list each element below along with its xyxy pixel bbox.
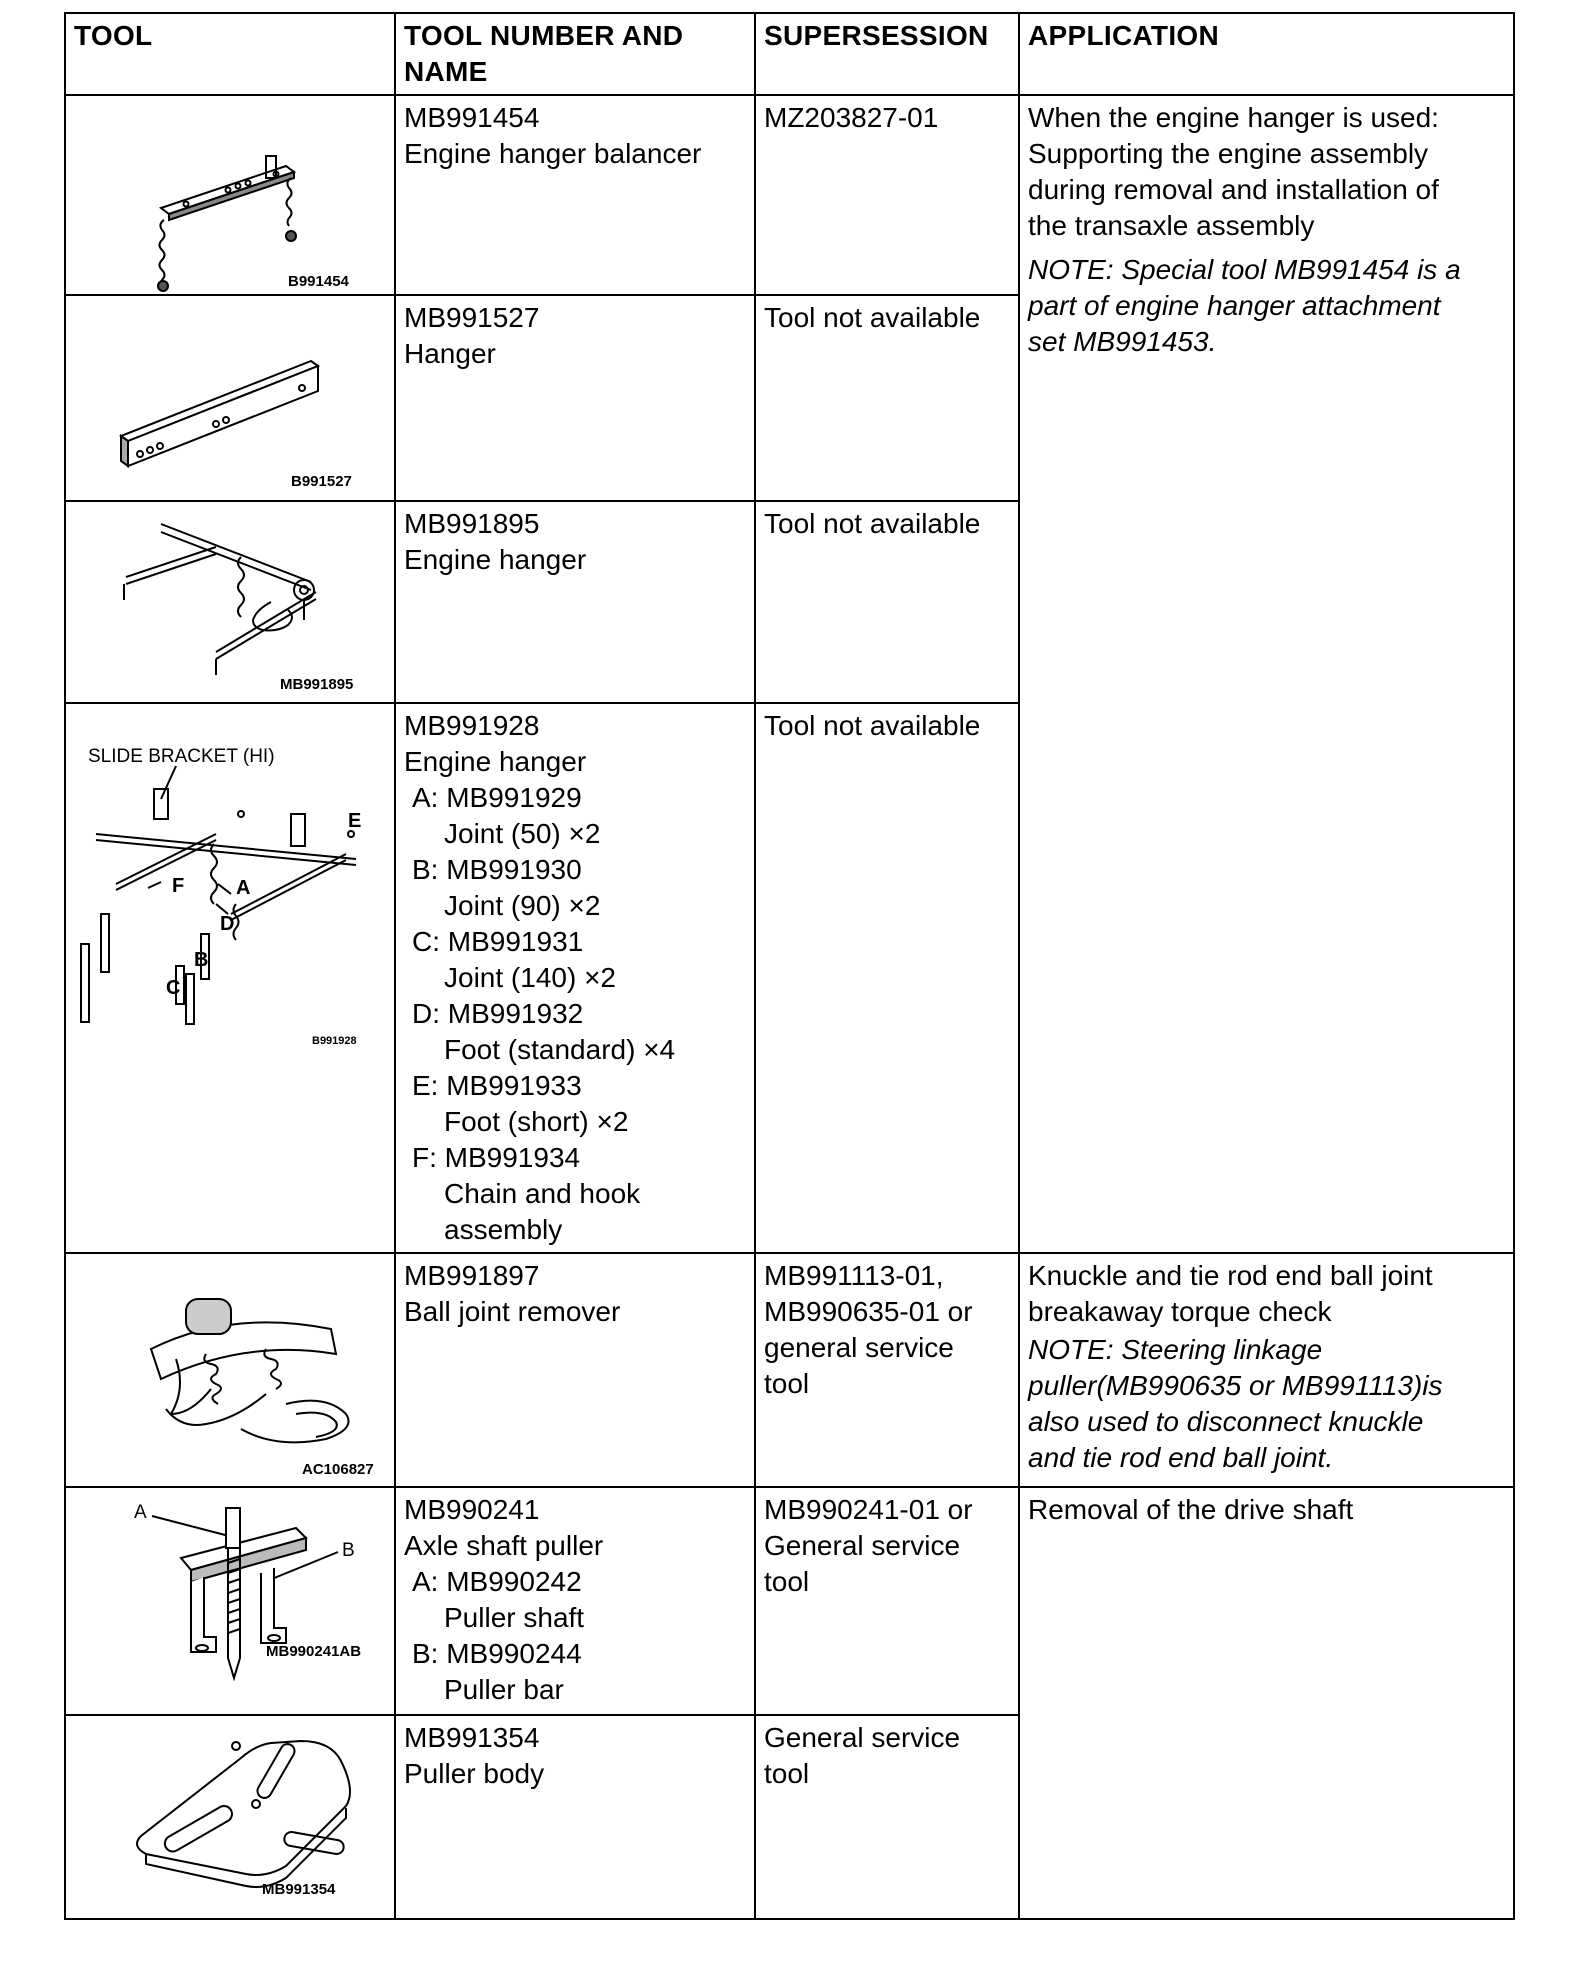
application-note: [1028, 252, 1505, 360]
tool-illustration-cell: [65, 1487, 395, 1715]
note-line: part of engine hanger attachment: [1028, 290, 1441, 321]
callout-d: D: [220, 913, 235, 935]
tool-name: Engine hanger: [404, 544, 587, 575]
part-description: Joint (90) ×2: [444, 890, 601, 921]
part-code: C: MB991931: [412, 926, 584, 957]
tool-illustration-cell: [65, 501, 395, 703]
callout-e: E: [348, 810, 362, 832]
supersession-cell: MZ203827-01: [755, 95, 1019, 295]
part-description: Puller shaft: [444, 1602, 585, 1633]
image-tag: MB991354: [262, 1881, 336, 1898]
image-tag: AC106827: [302, 1461, 374, 1478]
part-code: D: MB991932: [412, 998, 584, 1029]
note-line: NOTE: Special tool MB991454 is a: [1028, 254, 1461, 285]
supersession-cell: [755, 1487, 1019, 1715]
application-cell-ball-joint: [1019, 1253, 1514, 1487]
tool-name: Engine hanger: [404, 746, 587, 777]
note-line: set MB991453.: [1028, 326, 1217, 357]
header-tool: TOOL: [65, 13, 395, 95]
tool-number-and-name-cell: [395, 295, 755, 501]
callout-a: A: [236, 877, 251, 899]
note-line: also used to disconnect knuckle: [1028, 1406, 1424, 1437]
supersession-cell: Tool not available: [755, 703, 1019, 1253]
puller-body-illustration: [66, 1716, 396, 1920]
supersession-line: tool: [764, 1566, 810, 1597]
engine-hanger-balancer-illustration: [66, 96, 396, 296]
header-tool-number-and-name: TOOL NUMBER AND NAME: [395, 13, 755, 95]
tool-number: MB991895: [404, 508, 540, 539]
tool-illustration-cell: [65, 295, 395, 501]
callout-slide-bracket: SLIDE BRACKET (HI): [88, 746, 275, 767]
supersession-line: tool: [764, 1758, 810, 1789]
supersession-line: General service: [764, 1722, 961, 1753]
header-supersession: SUPERSESSION: [755, 13, 1019, 95]
part-code: E: MB991933: [412, 1070, 582, 1101]
part-description: Chain and hook: [444, 1178, 641, 1209]
note-line: NOTE: Steering linkage: [1028, 1334, 1323, 1365]
image-tag: B991928: [312, 1035, 357, 1047]
tool-name: Puller body: [404, 1758, 545, 1789]
callout-b: B: [342, 1540, 355, 1561]
part-code: A: MB990242: [412, 1566, 582, 1597]
supersession-line: tool: [764, 1368, 810, 1399]
application-line: the transaxle assembly: [1028, 210, 1315, 241]
table-row: [65, 95, 1514, 295]
supersession-line: MB990241-01 or: [764, 1494, 973, 1525]
callout-b: B: [194, 949, 209, 971]
tool-number: MB991527: [404, 302, 540, 333]
supersession-line: General service: [764, 1530, 961, 1561]
supersession-cell: Tool not available: [755, 295, 1019, 501]
application-line: Removal of the drive shaft: [1028, 1494, 1354, 1525]
supersession-cell: [755, 1253, 1019, 1487]
part-description: Joint (50) ×2: [444, 818, 601, 849]
table-row: [65, 1253, 1514, 1487]
application-line: during removal and installation of: [1028, 174, 1439, 205]
tool-number: MB991454: [404, 102, 540, 133]
tool-number-and-name-cell: [395, 1253, 755, 1487]
tool-number: MB990241: [404, 1494, 540, 1525]
application-line: Knuckle and tie rod end ball joint: [1028, 1260, 1433, 1291]
application-cell-engine-hanger: [1019, 95, 1514, 1253]
tool-number-and-name-cell: [395, 95, 755, 295]
table-header-row: [65, 13, 1514, 95]
note-line: puller(MB990635 or MB991113)is: [1028, 1370, 1443, 1401]
tool-illustration-cell: [65, 1715, 395, 1919]
special-tools-table: [64, 12, 1515, 1920]
tool-number: MB991928: [404, 710, 540, 741]
header-application: APPLICATION: [1019, 13, 1514, 95]
image-tag: MB990241AB: [266, 1643, 362, 1660]
part-code: B: MB991930: [412, 854, 582, 885]
part-code: A: MB991929: [412, 782, 582, 813]
application-line: Supporting the engine assembly: [1028, 138, 1429, 169]
part-code: B: MB990244: [412, 1638, 582, 1669]
axle-shaft-puller-illustration: [66, 1488, 396, 1716]
callout-a: A: [134, 1502, 147, 1523]
engine-hanger-illustration: [66, 502, 396, 704]
callout-f: F: [172, 875, 185, 897]
image-tag: B991527: [291, 473, 352, 490]
tool-illustration-cell: [65, 95, 395, 295]
tool-number: MB991354: [404, 1722, 540, 1753]
part-code: F: MB991934: [412, 1142, 581, 1173]
supersession-line: MB990635-01 or: [764, 1296, 973, 1327]
part-description: Foot (standard) ×4: [444, 1034, 676, 1065]
tool-number-and-name-cell: [395, 1715, 755, 1919]
part-description: Joint (140) ×2: [444, 962, 616, 993]
image-tag: B991454: [288, 273, 349, 290]
hanger-illustration: [66, 296, 396, 502]
engine-hanger-set-illustration: [66, 704, 396, 1254]
supersession-line: general service: [764, 1332, 954, 1363]
tool-name: Engine hanger balancer: [404, 138, 702, 169]
tool-name: Axle shaft puller: [404, 1530, 604, 1561]
tool-number-and-name-cell: [395, 703, 755, 1253]
tool-illustration-cell: [65, 1253, 395, 1487]
application-line: breakaway torque check: [1028, 1296, 1332, 1327]
table-row: [65, 1487, 1514, 1715]
ball-joint-remover-illustration: [66, 1254, 396, 1488]
application-note: [1028, 1332, 1505, 1476]
supersession-cell: Tool not available: [755, 501, 1019, 703]
tool-number-and-name-cell: [395, 1487, 755, 1715]
part-description: Foot (short) ×2: [444, 1106, 629, 1137]
application-line: When the engine hanger is used:: [1028, 102, 1439, 133]
note-line: and tie rod end ball joint.: [1028, 1442, 1334, 1473]
tool-illustration-cell: [65, 703, 395, 1253]
application-cell-drive-shaft: [1019, 1487, 1514, 1919]
part-description: Puller bar: [444, 1674, 564, 1705]
tool-name: Hanger: [404, 338, 496, 369]
tool-name: Ball joint remover: [404, 1296, 621, 1327]
supersession-cell: [755, 1715, 1019, 1919]
tool-number: MB991897: [404, 1260, 540, 1291]
callout-c: C: [166, 977, 181, 999]
part-description-cont: assembly: [444, 1214, 563, 1245]
tool-number-and-name-cell: [395, 501, 755, 703]
image-tag: MB991895: [280, 676, 354, 693]
supersession-line: MB991113-01,: [764, 1260, 944, 1291]
